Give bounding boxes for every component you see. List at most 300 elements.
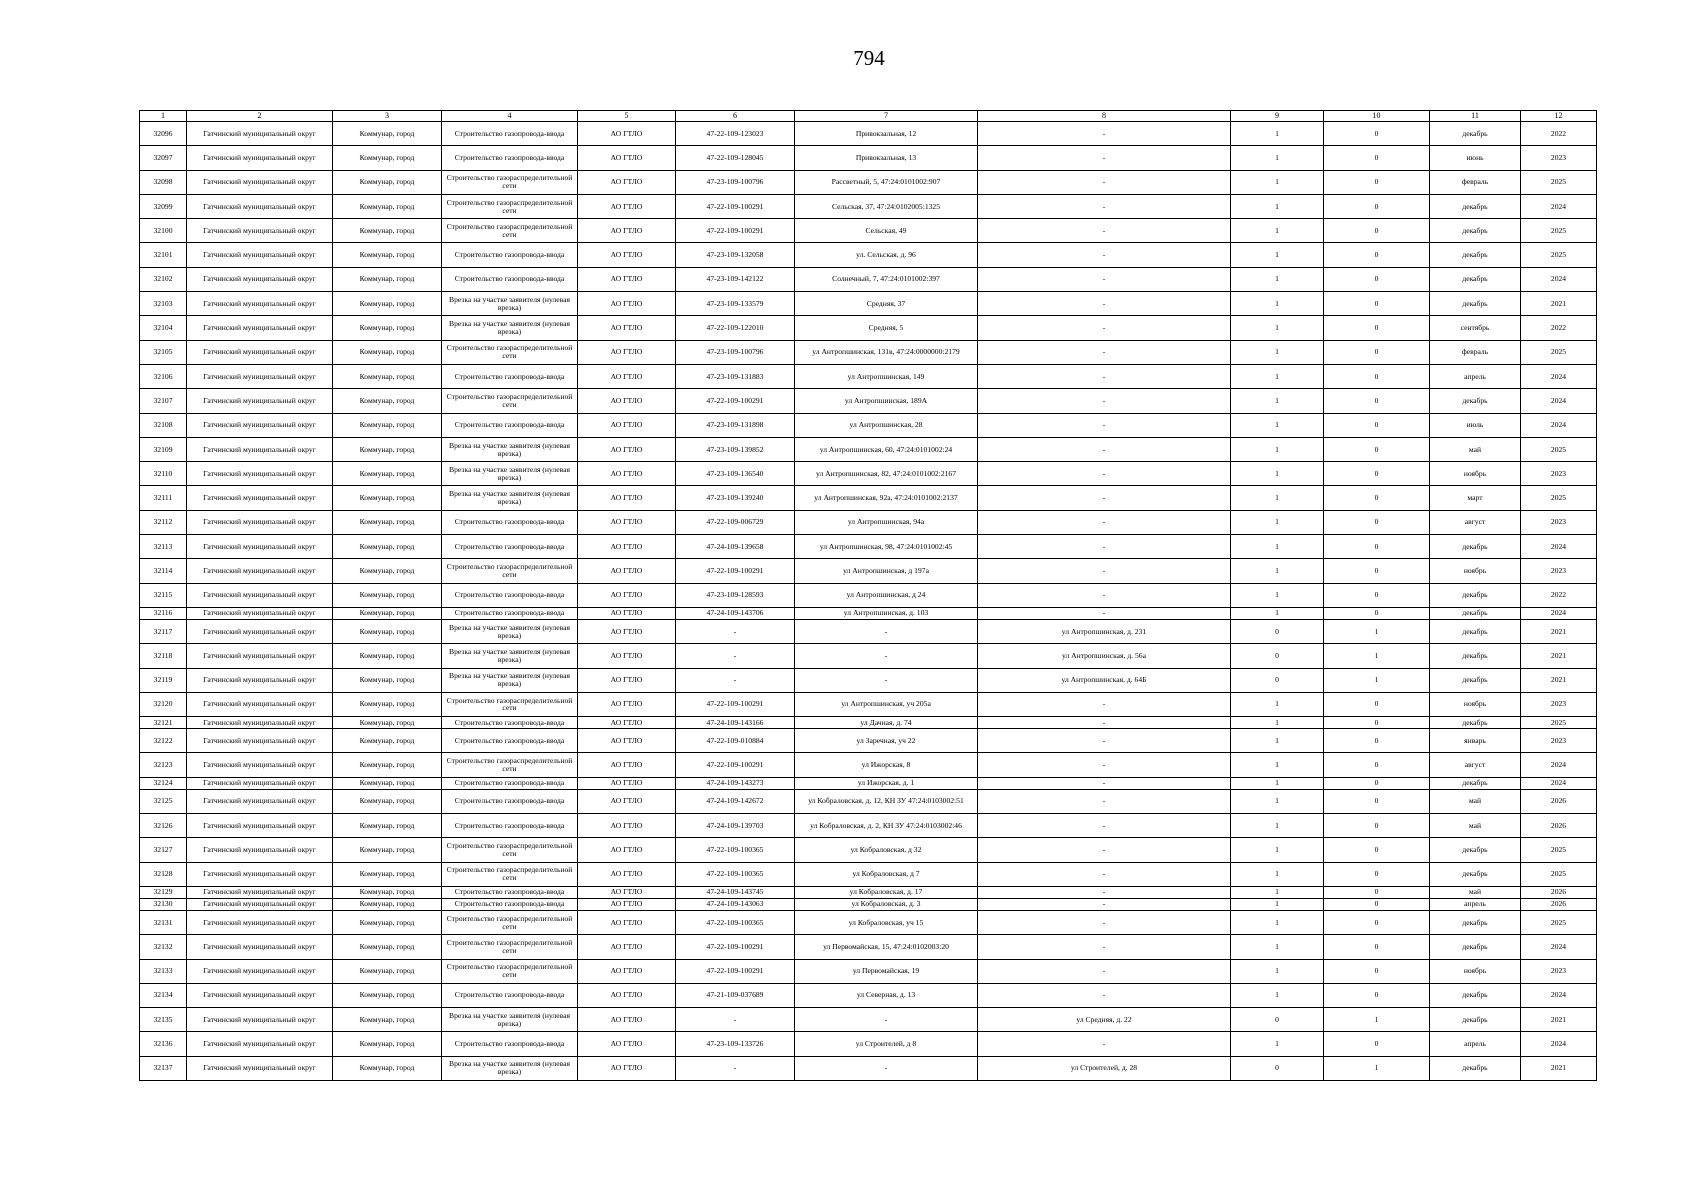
table-row bbox=[140, 983, 1597, 1007]
row-number-cell: 32123 bbox=[140, 753, 187, 777]
settlement-cell: Коммунар, город bbox=[333, 170, 442, 194]
settlement-cell: Коммунар, город bbox=[333, 777, 442, 789]
organization-cell: АО ГТЛО bbox=[578, 1008, 676, 1032]
count-a-cell: 1 bbox=[1231, 389, 1324, 413]
applicant-address-cell: - bbox=[978, 935, 1231, 959]
applicant-address-cell: - bbox=[978, 717, 1231, 729]
tu-number-cell: 47-24-109-143745 bbox=[676, 886, 795, 898]
address-cell: ул Антропшинская, 94а bbox=[795, 510, 978, 534]
settlement-cell: Коммунар, город bbox=[333, 462, 442, 486]
year-cell: 2024 bbox=[1521, 777, 1597, 789]
month-cell: декабрь bbox=[1430, 1056, 1521, 1080]
count-b-cell: 0 bbox=[1324, 753, 1430, 777]
tu-number-cell: 47-22-109-100365 bbox=[676, 910, 795, 934]
address-cell: ул Антропшинская, уч 205а bbox=[795, 692, 978, 716]
work-type-cell: Врезка на участке заявителя (нулевая врезка) bbox=[442, 486, 578, 510]
applicant-address-cell: - bbox=[978, 753, 1231, 777]
organization-cell: АО ГТЛО bbox=[578, 619, 676, 643]
district-cell: Гатчинский муниципальный округ bbox=[187, 1056, 333, 1080]
column-header: 5 bbox=[578, 111, 676, 122]
applicant-address-cell: - bbox=[978, 777, 1231, 789]
row-number-cell: 32121 bbox=[140, 717, 187, 729]
organization-cell: АО ГТЛО bbox=[578, 389, 676, 413]
tu-number-cell: 47-22-109-128045 bbox=[676, 146, 795, 170]
district-cell: Гатчинский муниципальный округ bbox=[187, 219, 333, 243]
work-type-cell: Врезка на участке заявителя (нулевая врезка) bbox=[442, 1056, 578, 1080]
count-a-cell: 0 bbox=[1231, 619, 1324, 643]
count-a-cell: 1 bbox=[1231, 959, 1324, 983]
district-cell: Гатчинский муниципальный округ bbox=[187, 243, 333, 267]
address-cell: ул. Сельская, д. 96 bbox=[795, 243, 978, 267]
year-cell: 2025 bbox=[1521, 717, 1597, 729]
district-cell: Гатчинский муниципальный округ bbox=[187, 486, 333, 510]
header-row bbox=[140, 111, 1597, 122]
work-type-cell: Строительство газораспределительной сети bbox=[442, 935, 578, 959]
tu-number-cell: 47-22-109-100365 bbox=[676, 838, 795, 862]
tu-number-cell: 47-23-109-100796 bbox=[676, 340, 795, 364]
district-cell: Гатчинский муниципальный округ bbox=[187, 619, 333, 643]
count-b-cell: 0 bbox=[1324, 559, 1430, 583]
count-a-cell: 1 bbox=[1231, 898, 1324, 910]
applicant-address-cell: - bbox=[978, 267, 1231, 291]
settlement-cell: Коммунар, город bbox=[333, 910, 442, 934]
month-cell: февраль bbox=[1430, 170, 1521, 194]
tu-number-cell: - bbox=[676, 1056, 795, 1080]
tu-number-cell: 47-24-109-143273 bbox=[676, 777, 795, 789]
organization-cell: АО ГТЛО bbox=[578, 462, 676, 486]
settlement-cell: Коммунар, город bbox=[333, 814, 442, 838]
tu-number-cell: 47-22-109-100291 bbox=[676, 389, 795, 413]
organization-cell: АО ГТЛО bbox=[578, 535, 676, 559]
table-row bbox=[140, 692, 1597, 716]
organization-cell: АО ГТЛО bbox=[578, 838, 676, 862]
tu-number-cell: 47-24-109-142672 bbox=[676, 789, 795, 813]
tu-number-cell: 47-24-109-139658 bbox=[676, 535, 795, 559]
settlement-cell: Коммунар, город bbox=[333, 340, 442, 364]
settlement-cell: Коммунар, город bbox=[333, 364, 442, 388]
applicant-address-cell: - bbox=[978, 146, 1231, 170]
count-a-cell: 1 bbox=[1231, 413, 1324, 437]
work-type-cell: Строительство газораспределительной сети bbox=[442, 862, 578, 886]
column-header: 4 bbox=[442, 111, 578, 122]
table-row bbox=[140, 959, 1597, 983]
month-cell: май bbox=[1430, 814, 1521, 838]
year-cell: 2023 bbox=[1521, 146, 1597, 170]
count-a-cell: 1 bbox=[1231, 243, 1324, 267]
organization-cell: АО ГТЛО bbox=[578, 243, 676, 267]
district-cell: Гатчинский муниципальный округ bbox=[187, 462, 333, 486]
applicant-address-cell: - bbox=[978, 389, 1231, 413]
row-number-cell: 32137 bbox=[140, 1056, 187, 1080]
count-a-cell: 1 bbox=[1231, 219, 1324, 243]
count-a-cell: 1 bbox=[1231, 146, 1324, 170]
year-cell: 2021 bbox=[1521, 1008, 1597, 1032]
count-a-cell: 1 bbox=[1231, 789, 1324, 813]
row-number-cell: 32099 bbox=[140, 194, 187, 218]
address-cell: ул Ижорская, 8 bbox=[795, 753, 978, 777]
count-a-cell: 0 bbox=[1231, 1008, 1324, 1032]
work-type-cell: Строительство газопровода-ввода bbox=[442, 243, 578, 267]
applicant-address-cell: - bbox=[978, 789, 1231, 813]
year-cell: 2023 bbox=[1521, 729, 1597, 753]
settlement-cell: Коммунар, город bbox=[333, 692, 442, 716]
address-cell: ул Кобраловская, уч 15 bbox=[795, 910, 978, 934]
work-type-cell: Врезка на участке заявителя (нулевая врезка) bbox=[442, 316, 578, 340]
organization-cell: АО ГТЛО bbox=[578, 1032, 676, 1056]
year-cell: 2023 bbox=[1521, 559, 1597, 583]
address-cell: Сельская, 37, 47:24:0102005:1325 bbox=[795, 194, 978, 218]
district-cell: Гатчинский муниципальный округ bbox=[187, 437, 333, 461]
tu-number-cell: 47-21-109-037689 bbox=[676, 983, 795, 1007]
address-cell: ул Ижорская, д. 1 bbox=[795, 777, 978, 789]
tu-number-cell: 47-23-109-142122 bbox=[676, 267, 795, 291]
row-number-cell: 32116 bbox=[140, 607, 187, 619]
address-cell: ул Дачная, д. 74 bbox=[795, 717, 978, 729]
year-cell: 2026 bbox=[1521, 814, 1597, 838]
work-type-cell: Строительство газопровода-ввода bbox=[442, 886, 578, 898]
month-cell: декабрь bbox=[1430, 292, 1521, 316]
district-cell: Гатчинский муниципальный округ bbox=[187, 910, 333, 934]
month-cell: апрель bbox=[1430, 364, 1521, 388]
organization-cell: АО ГТЛО bbox=[578, 364, 676, 388]
settlement-cell: Коммунар, город bbox=[333, 535, 442, 559]
organization-cell: АО ГТЛО bbox=[578, 692, 676, 716]
settlement-cell: Коммунар, город bbox=[333, 219, 442, 243]
settlement-cell: Коммунар, город bbox=[333, 316, 442, 340]
month-cell: декабрь bbox=[1430, 838, 1521, 862]
row-number-cell: 32134 bbox=[140, 983, 187, 1007]
count-b-cell: 0 bbox=[1324, 170, 1430, 194]
settlement-cell: Коммунар, город bbox=[333, 753, 442, 777]
district-cell: Гатчинский муниципальный округ bbox=[187, 510, 333, 534]
applicant-address-cell: - bbox=[978, 292, 1231, 316]
row-number-cell: 32115 bbox=[140, 583, 187, 607]
district-cell: Гатчинский муниципальный округ bbox=[187, 340, 333, 364]
district-cell: Гатчинский муниципальный округ bbox=[187, 122, 333, 146]
row-number-cell: 32117 bbox=[140, 619, 187, 643]
organization-cell: АО ГТЛО bbox=[578, 910, 676, 934]
settlement-cell: Коммунар, город bbox=[333, 644, 442, 668]
settlement-cell: Коммунар, город bbox=[333, 838, 442, 862]
applicant-address-cell: - bbox=[978, 886, 1231, 898]
year-cell: 2025 bbox=[1521, 437, 1597, 461]
row-number-cell: 32100 bbox=[140, 219, 187, 243]
applicant-address-cell: - bbox=[978, 1032, 1231, 1056]
address-cell: ул Антропшинская, д. 103 bbox=[795, 607, 978, 619]
month-cell: декабрь bbox=[1430, 862, 1521, 886]
month-cell: декабрь bbox=[1430, 219, 1521, 243]
applicant-address-cell: - bbox=[978, 510, 1231, 534]
table-row bbox=[140, 413, 1597, 437]
month-cell: декабрь bbox=[1430, 983, 1521, 1007]
district-cell: Гатчинский муниципальный округ bbox=[187, 389, 333, 413]
district-cell: Гатчинский муниципальный округ bbox=[187, 194, 333, 218]
year-cell: 2024 bbox=[1521, 413, 1597, 437]
address-cell: ул Антропшинская, д 24 bbox=[795, 583, 978, 607]
settlement-cell: Коммунар, город bbox=[333, 619, 442, 643]
count-b-cell: 1 bbox=[1324, 1056, 1430, 1080]
row-number-cell: 32114 bbox=[140, 559, 187, 583]
year-cell: 2025 bbox=[1521, 170, 1597, 194]
column-header: 9 bbox=[1231, 111, 1324, 122]
table-row bbox=[140, 607, 1597, 619]
row-number-cell: 32103 bbox=[140, 292, 187, 316]
settlement-cell: Коммунар, город bbox=[333, 413, 442, 437]
page-number: 794 bbox=[853, 46, 885, 70]
count-a-cell: 0 bbox=[1231, 1056, 1324, 1080]
column-header: 2 bbox=[187, 111, 333, 122]
row-number-cell: 32106 bbox=[140, 364, 187, 388]
applicant-address-cell: - bbox=[978, 583, 1231, 607]
district-cell: Гатчинский муниципальный округ bbox=[187, 717, 333, 729]
count-a-cell: 1 bbox=[1231, 122, 1324, 146]
count-a-cell: 1 bbox=[1231, 729, 1324, 753]
row-number-cell: 32132 bbox=[140, 935, 187, 959]
month-cell: январь bbox=[1430, 729, 1521, 753]
address-cell: ул Северная, д. 13 bbox=[795, 983, 978, 1007]
row-number-cell: 32107 bbox=[140, 389, 187, 413]
count-b-cell: 0 bbox=[1324, 364, 1430, 388]
count-a-cell: 1 bbox=[1231, 777, 1324, 789]
work-type-cell: Строительство газопровода-ввода bbox=[442, 607, 578, 619]
district-cell: Гатчинский муниципальный округ bbox=[187, 170, 333, 194]
count-a-cell: 1 bbox=[1231, 607, 1324, 619]
district-cell: Гатчинский муниципальный округ bbox=[187, 267, 333, 291]
organization-cell: АО ГТЛО bbox=[578, 146, 676, 170]
work-type-cell: Строительство газораспределительной сети bbox=[442, 219, 578, 243]
applicant-address-cell: - bbox=[978, 559, 1231, 583]
settlement-cell: Коммунар, город bbox=[333, 607, 442, 619]
month-cell: декабрь bbox=[1430, 389, 1521, 413]
organization-cell: АО ГТЛО bbox=[578, 862, 676, 886]
count-b-cell: 1 bbox=[1324, 1008, 1430, 1032]
district-cell: Гатчинский муниципальный округ bbox=[187, 316, 333, 340]
month-cell: ноябрь bbox=[1430, 959, 1521, 983]
count-b-cell: 0 bbox=[1324, 886, 1430, 898]
applicant-address-cell: - bbox=[978, 122, 1231, 146]
settlement-cell: Коммунар, город bbox=[333, 717, 442, 729]
row-number-cell: 32096 bbox=[140, 122, 187, 146]
month-cell: декабрь bbox=[1430, 935, 1521, 959]
column-header: 12 bbox=[1521, 111, 1597, 122]
count-b-cell: 0 bbox=[1324, 862, 1430, 886]
work-type-cell: Строительство газопровода-ввода bbox=[442, 729, 578, 753]
applicant-address-cell: - bbox=[978, 413, 1231, 437]
tu-number-cell: 47-22-109-100291 bbox=[676, 559, 795, 583]
address-cell: ул Кобраловская, д. 12, КН ЗУ 47:24:0103002:51 bbox=[795, 789, 978, 813]
district-cell: Гатчинский муниципальный округ bbox=[187, 935, 333, 959]
applicant-address-cell: - bbox=[978, 364, 1231, 388]
work-type-cell: Строительство газопровода-ввода bbox=[442, 510, 578, 534]
count-a-cell: 1 bbox=[1231, 486, 1324, 510]
work-type-cell: Врезка на участке заявителя (нулевая врезка) bbox=[442, 462, 578, 486]
count-b-cell: 0 bbox=[1324, 316, 1430, 340]
district-cell: Гатчинский муниципальный округ bbox=[187, 292, 333, 316]
tu-number-cell: 47-22-109-122010 bbox=[676, 316, 795, 340]
organization-cell: АО ГТЛО bbox=[578, 717, 676, 729]
organization-cell: АО ГТЛО bbox=[578, 583, 676, 607]
year-cell: 2025 bbox=[1521, 243, 1597, 267]
work-type-cell: Строительство газораспределительной сети bbox=[442, 959, 578, 983]
month-cell: декабрь bbox=[1430, 267, 1521, 291]
count-b-cell: 0 bbox=[1324, 959, 1430, 983]
year-cell: 2024 bbox=[1521, 607, 1597, 619]
work-type-cell: Строительство газораспределительной сети bbox=[442, 559, 578, 583]
table-row bbox=[140, 717, 1597, 729]
count-b-cell: 0 bbox=[1324, 413, 1430, 437]
tu-number-cell: - bbox=[676, 1008, 795, 1032]
settlement-cell: Коммунар, город bbox=[333, 510, 442, 534]
organization-cell: АО ГТЛО bbox=[578, 607, 676, 619]
table-row bbox=[140, 1056, 1597, 1080]
district-cell: Гатчинский муниципальный округ bbox=[187, 1032, 333, 1056]
count-b-cell: 0 bbox=[1324, 122, 1430, 146]
work-type-cell: Строительство газораспределительной сети bbox=[442, 194, 578, 218]
work-type-cell: Врезка на участке заявителя (нулевая врезка) bbox=[442, 292, 578, 316]
row-number-cell: 32133 bbox=[140, 959, 187, 983]
row-number-cell: 32113 bbox=[140, 535, 187, 559]
month-cell: июнь bbox=[1430, 146, 1521, 170]
count-b-cell: 0 bbox=[1324, 777, 1430, 789]
year-cell: 2024 bbox=[1521, 935, 1597, 959]
count-a-cell: 0 bbox=[1231, 668, 1324, 692]
table-row bbox=[140, 437, 1597, 461]
year-cell: 2021 bbox=[1521, 1056, 1597, 1080]
tu-number-cell: 47-23-109-128593 bbox=[676, 583, 795, 607]
count-a-cell: 1 bbox=[1231, 814, 1324, 838]
settlement-cell: Коммунар, город bbox=[333, 886, 442, 898]
address-cell: ул Антропшинская, 149 bbox=[795, 364, 978, 388]
address-cell: ул Антропшинская, 60, 47:24:0101002:24 bbox=[795, 437, 978, 461]
table-row bbox=[140, 292, 1597, 316]
row-number-cell: 32111 bbox=[140, 486, 187, 510]
work-type-cell: Строительство газораспределительной сети bbox=[442, 753, 578, 777]
month-cell: декабрь bbox=[1430, 644, 1521, 668]
district-cell: Гатчинский муниципальный округ bbox=[187, 535, 333, 559]
count-b-cell: 0 bbox=[1324, 146, 1430, 170]
settlement-cell: Коммунар, город bbox=[333, 243, 442, 267]
address-cell: ул Заречная, уч 22 bbox=[795, 729, 978, 753]
table-row bbox=[140, 910, 1597, 934]
year-cell: 2026 bbox=[1521, 898, 1597, 910]
year-cell: 2026 bbox=[1521, 789, 1597, 813]
count-a-cell: 1 bbox=[1231, 559, 1324, 583]
organization-cell: АО ГТЛО bbox=[578, 935, 676, 959]
column-header: 3 bbox=[333, 111, 442, 122]
table-row bbox=[140, 1032, 1597, 1056]
table-row bbox=[140, 122, 1597, 146]
count-a-cell: 1 bbox=[1231, 267, 1324, 291]
table-body bbox=[140, 122, 1597, 1081]
address-cell: ул Антропшинская, 189А bbox=[795, 389, 978, 413]
tu-number-cell: 47-24-109-139703 bbox=[676, 814, 795, 838]
table-row bbox=[140, 364, 1597, 388]
address-cell: ул Кобраловская, д 32 bbox=[795, 838, 978, 862]
organization-cell: АО ГТЛО bbox=[578, 729, 676, 753]
row-number-cell: 32110 bbox=[140, 462, 187, 486]
table-row bbox=[140, 789, 1597, 813]
year-cell: 2024 bbox=[1521, 389, 1597, 413]
count-a-cell: 1 bbox=[1231, 862, 1324, 886]
address-cell: Средняя, 37 bbox=[795, 292, 978, 316]
organization-cell: АО ГТЛО bbox=[578, 789, 676, 813]
table-header bbox=[140, 111, 1597, 122]
settlement-cell: Коммунар, город bbox=[333, 668, 442, 692]
district-cell: Гатчинский муниципальный округ bbox=[187, 146, 333, 170]
row-number-cell: 32104 bbox=[140, 316, 187, 340]
count-a-cell: 1 bbox=[1231, 437, 1324, 461]
count-b-cell: 1 bbox=[1324, 668, 1430, 692]
year-cell: 2025 bbox=[1521, 340, 1597, 364]
settlement-cell: Коммунар, город bbox=[333, 983, 442, 1007]
row-number-cell: 32102 bbox=[140, 267, 187, 291]
tu-number-cell: - bbox=[676, 619, 795, 643]
count-b-cell: 0 bbox=[1324, 789, 1430, 813]
year-cell: 2021 bbox=[1521, 644, 1597, 668]
count-a-cell: 1 bbox=[1231, 340, 1324, 364]
organization-cell: АО ГТЛО bbox=[578, 668, 676, 692]
month-cell: сентябрь bbox=[1430, 316, 1521, 340]
applicant-address-cell: - bbox=[978, 219, 1231, 243]
settlement-cell: Коммунар, город bbox=[333, 935, 442, 959]
applicant-address-cell: - bbox=[978, 194, 1231, 218]
count-a-cell: 1 bbox=[1231, 935, 1324, 959]
settlement-cell: Коммунар, город bbox=[333, 194, 442, 218]
row-number-cell: 32124 bbox=[140, 777, 187, 789]
applicant-address-cell: - bbox=[978, 607, 1231, 619]
address-cell: - bbox=[795, 1008, 978, 1032]
address-cell: - bbox=[795, 644, 978, 668]
month-cell: декабрь bbox=[1430, 777, 1521, 789]
count-b-cell: 0 bbox=[1324, 983, 1430, 1007]
table-row bbox=[140, 898, 1597, 910]
address-cell: - bbox=[795, 1056, 978, 1080]
table-row bbox=[140, 644, 1597, 668]
applicant-address-cell: - bbox=[978, 486, 1231, 510]
count-a-cell: 1 bbox=[1231, 170, 1324, 194]
count-b-cell: 0 bbox=[1324, 607, 1430, 619]
month-cell: август bbox=[1430, 753, 1521, 777]
work-type-cell: Врезка на участке заявителя (нулевая врезка) bbox=[442, 668, 578, 692]
table-row bbox=[140, 219, 1597, 243]
district-cell: Гатчинский муниципальный округ bbox=[187, 668, 333, 692]
table-row bbox=[140, 862, 1597, 886]
tu-number-cell: 47-23-109-132058 bbox=[676, 243, 795, 267]
applicant-address-cell: - bbox=[978, 170, 1231, 194]
count-a-cell: 1 bbox=[1231, 316, 1324, 340]
address-cell: ул Строителей, д 8 bbox=[795, 1032, 978, 1056]
year-cell: 2024 bbox=[1521, 1032, 1597, 1056]
year-cell: 2022 bbox=[1521, 583, 1597, 607]
row-number-cell: 32112 bbox=[140, 510, 187, 534]
column-header: 11 bbox=[1430, 111, 1521, 122]
tu-number-cell: 47-23-109-139852 bbox=[676, 437, 795, 461]
column-header: 1 bbox=[140, 111, 187, 122]
address-cell: ул Первомайская, 15, 47:24:0102003:20 bbox=[795, 935, 978, 959]
count-b-cell: 0 bbox=[1324, 437, 1430, 461]
work-type-cell: Строительство газопровода-ввода bbox=[442, 717, 578, 729]
table-row bbox=[140, 583, 1597, 607]
month-cell: декабрь bbox=[1430, 535, 1521, 559]
month-cell: март bbox=[1430, 486, 1521, 510]
organization-cell: АО ГТЛО bbox=[578, 170, 676, 194]
month-cell: декабрь bbox=[1430, 194, 1521, 218]
row-number-cell: 32128 bbox=[140, 862, 187, 886]
settlement-cell: Коммунар, город bbox=[333, 122, 442, 146]
month-cell: май bbox=[1430, 789, 1521, 813]
applicant-address-cell: ул Антропшинская, д. 231 bbox=[978, 619, 1231, 643]
organization-cell: АО ГТЛО bbox=[578, 559, 676, 583]
